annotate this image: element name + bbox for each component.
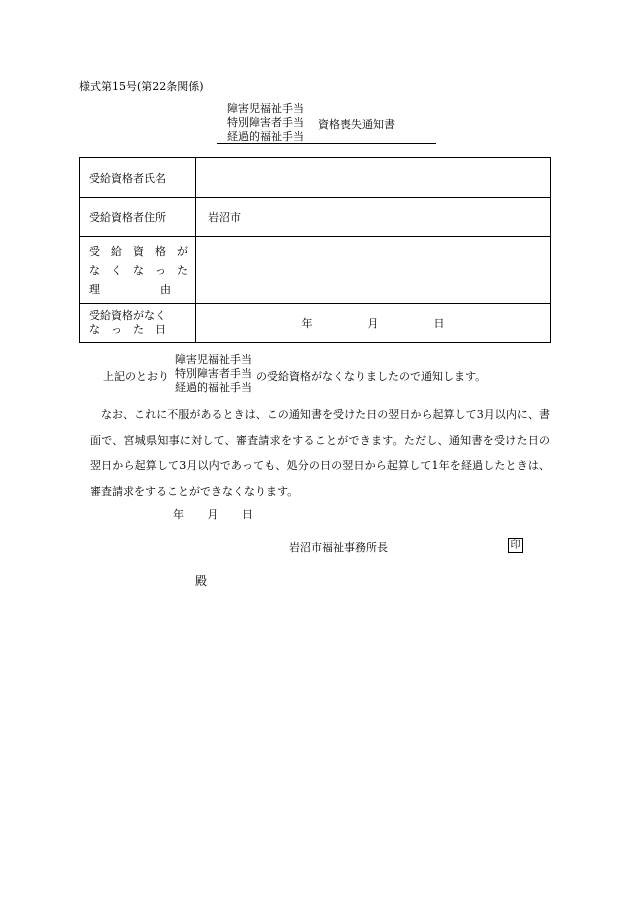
loss-date-day: 日 (433, 317, 445, 330)
notice-allowance-2: 特別障害者手当 (175, 367, 252, 380)
loss-date-label (80, 304, 196, 343)
recipient-info-table (79, 157, 551, 343)
table-row (80, 237, 551, 304)
appeal-paragraph: なお、これに不服があるときは、この通知書を受けた日の翌日から起算して3月以内に、書面で、宮城県知事に対して、審査請求をすることができます。ただし、通知書を受けた日の翌日から起算して3月以内であっても、処分の日の翌日から起算して1年を経過したときは、審査請求をすることができなくなります。 (90, 408, 550, 498)
loss-date-label-line1: 受給資格がなく (89, 309, 166, 322)
table-row (80, 158, 551, 198)
loss-reason-label-line3 (89, 280, 171, 299)
recipient-address-field[interactable]: 岩沼市 (196, 198, 551, 237)
recipient-name-label: 受給資格者氏名 (80, 158, 196, 198)
issue-date-year: 年 (173, 508, 184, 521)
loss-reason-label (80, 237, 196, 304)
form-number: 様式第15号(第22条関係) (79, 80, 204, 93)
title-allowance-2: 特別障害者手当 (227, 116, 304, 129)
loss-reason-label-line1: 受 給 資 格 が (89, 244, 188, 258)
loss-date-month: 月 (367, 317, 379, 330)
issue-date (173, 506, 273, 522)
loss-date-parts (196, 315, 550, 331)
notice-allowance-3: 経過的福祉手当 (175, 381, 252, 394)
seal-mark: 印 (508, 538, 523, 553)
loss-date-label-line2: な っ た 日 (89, 323, 166, 336)
loss-reason-label-ri: 理 (89, 282, 100, 296)
loss-date-year: 年 (301, 317, 313, 330)
document-title: 資格喪失通知書 (318, 118, 395, 131)
recipient-name-field[interactable] (196, 158, 551, 198)
issue-date-day: 日 (242, 508, 253, 521)
notice-lead: 上記のとおり (103, 370, 169, 383)
title-allowance-list (227, 102, 304, 144)
notice-allowance-1: 障害児福祉手当 (175, 353, 252, 366)
issuer-office: 岩沼市福祉事務所長 (289, 541, 388, 554)
loss-reason-field[interactable] (196, 237, 551, 304)
notice-trail: の受給資格がなくなりましたので通知します。 (256, 370, 487, 383)
loss-date-field[interactable] (196, 304, 551, 343)
title-allowance-3: 経過的福祉手当 (227, 130, 304, 143)
title-allowance-1: 障害児福祉手当 (227, 102, 304, 115)
addressee-suffix: 殿 (195, 574, 208, 588)
loss-reason-label-line2: な く な っ た (89, 263, 188, 277)
table-row (80, 304, 551, 343)
table-row (80, 198, 551, 237)
notice-allowance-list (175, 353, 252, 395)
issue-date-month: 月 (207, 508, 219, 521)
title-underline (217, 143, 436, 144)
recipient-address-label: 受給資格者住所 (80, 198, 196, 237)
loss-reason-label-yu: 由 (160, 282, 171, 296)
